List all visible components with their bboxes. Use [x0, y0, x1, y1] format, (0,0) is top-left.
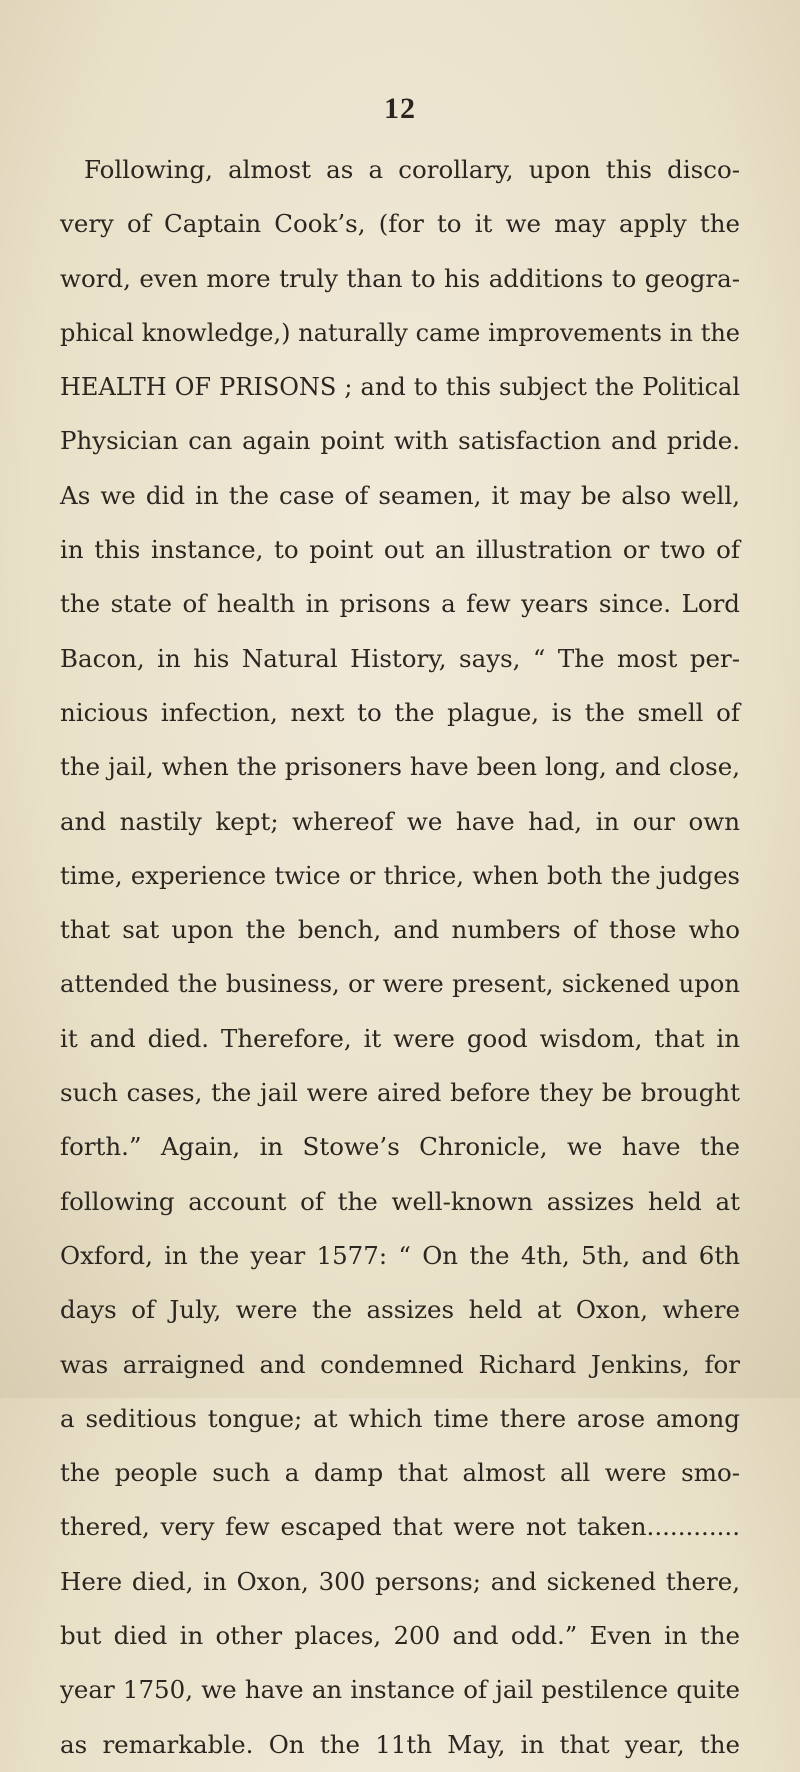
text-line: Physician can again point with satisfaction and pride. [60, 426, 740, 456]
text-line: that sat upon the bench, and numbers of those who [60, 915, 740, 945]
text-line: the state of health in prisons a few years since. Lord [60, 589, 740, 619]
text-line: HEALTH OF PRISONS ; and to this subject the Political [60, 373, 740, 402]
text-line: forth.” Again, in Stowe’s Chronicle, we have the [60, 1132, 740, 1162]
text-line: attended the business, or were present, sickened upon [60, 969, 740, 999]
text-line: and nastily kept; whereof we have had, in our own [60, 806, 740, 836]
text-line: Oxford, in the year 1577: “ On the 4th, 5th, and 6th [60, 1240, 740, 1270]
text-line: a seditious tongue; at which time there arose among [60, 1403, 740, 1433]
text-line: Here died, in Oxon, 300 persons; and sickened there, [60, 1566, 740, 1596]
text-line: nicious infection, next to the plague, is the smell of [60, 697, 740, 727]
text-line: year 1750, we have an instance of jail pestilence quite [60, 1675, 740, 1705]
text-line: time, experience twice or thrice, when both the judges [60, 860, 740, 890]
text-line: following account of the well-known assizes held at [60, 1186, 740, 1216]
text-line: was arraigned and condemned Richard Jenkins, for [60, 1349, 740, 1379]
text-line: such cases, the jail were aired before they be brought [60, 1078, 740, 1108]
text-line: As we did in the case of seamen, it may be also well, [60, 480, 740, 510]
page-number: 12 [384, 92, 416, 125]
text-line: as remarkable. On the 11th May, in that year, the [60, 1729, 740, 1759]
text-line: it and died. Therefore, it were good wisdom, that in [60, 1023, 740, 1053]
text-line: the people such a damp that almost all were smo- [60, 1458, 740, 1488]
text-line: but died in other places, 200 and odd.” Even in the [60, 1621, 740, 1651]
text-line: Following, almost as a corollary, upon this disco- [84, 155, 740, 184]
text-line: days of July, were the assizes held at Oxon, where [60, 1295, 740, 1325]
text-line: word, even more truly than to his additions to geogra- [60, 263, 740, 293]
text-line: the jail, when the prisoners have been long, and close, [60, 752, 740, 782]
text-line: Bacon, in his Natural History, says, “ The most per- [60, 643, 740, 673]
text-line: in this instance, to point out an illustration or two of [60, 535, 740, 565]
body-text [60, 143, 740, 1772]
text-line: very of Captain Cook’s, (for to it we may apply the [60, 209, 740, 239]
text-line: phical knowledge,) naturally came improvements in the [60, 318, 740, 347]
text-line: thered, very few escaped that were not taken............ [60, 1512, 740, 1542]
